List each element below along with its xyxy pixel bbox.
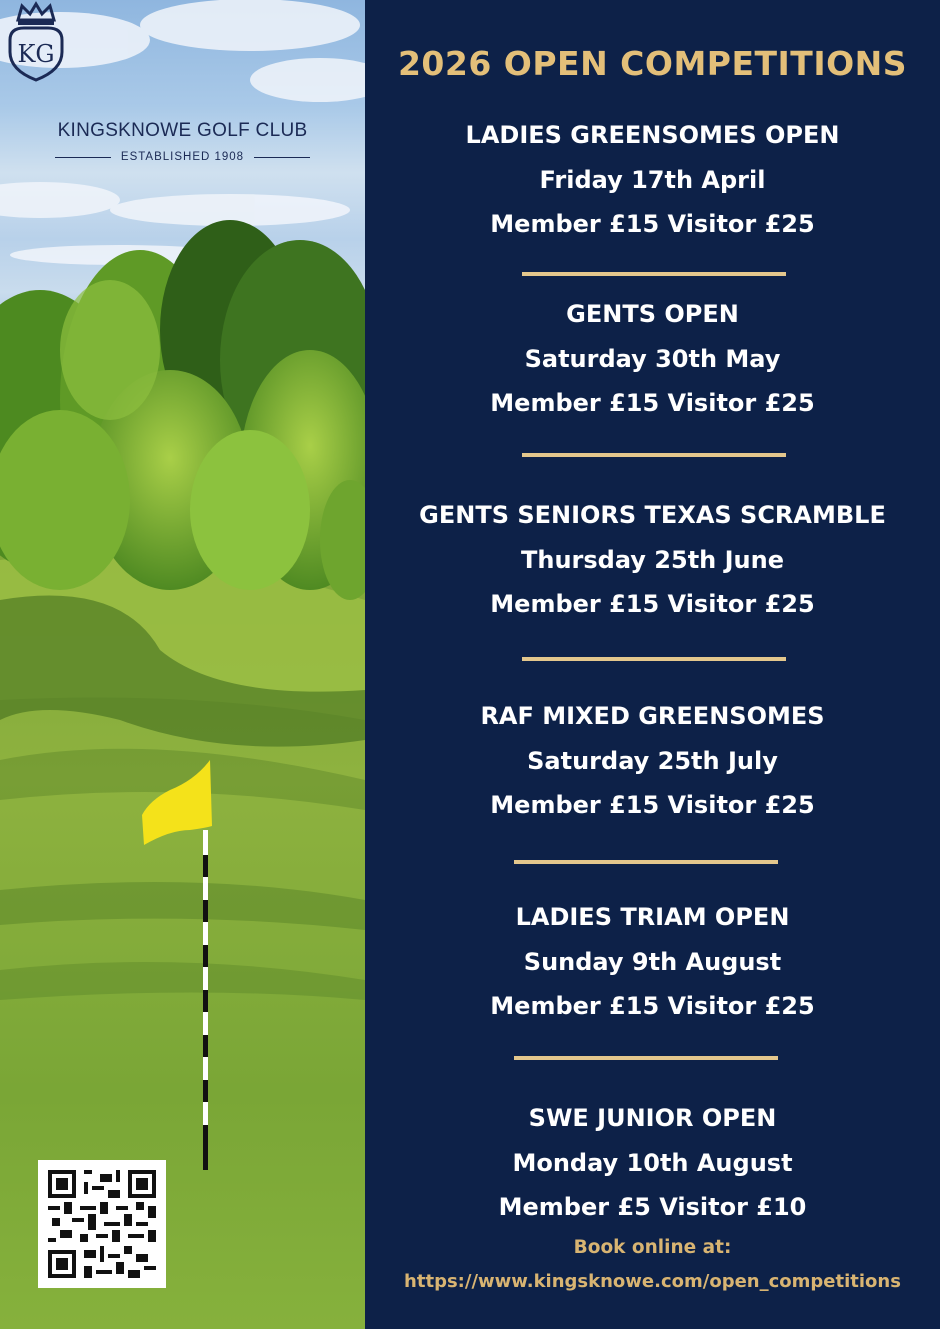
club-name: KINGSKNOWE GOLF CLUB bbox=[57, 120, 308, 141]
divider-line bbox=[254, 157, 310, 158]
competition-item bbox=[365, 895, 940, 1029]
club-crest-logo bbox=[0, 0, 72, 84]
competition-item bbox=[365, 1096, 940, 1230]
page-title: 2026 OPEN COMPETITIONS bbox=[397, 44, 908, 83]
competition-title: GENTS SENIORS TEXAS SCRAMBLE bbox=[419, 501, 886, 529]
competition-price: Member £15 Visitor £25 bbox=[490, 992, 815, 1020]
section-divider bbox=[514, 860, 778, 864]
competition-price: Member £15 Visitor £25 bbox=[490, 210, 815, 238]
tree-line bbox=[0, 220, 365, 600]
competition-price: Member £15 Visitor £25 bbox=[490, 389, 815, 417]
golf-scene-illustration bbox=[0, 0, 365, 1329]
competition-title: GENTS OPEN bbox=[566, 300, 739, 328]
competition-title: LADIES GREENSOMES OPEN bbox=[465, 121, 840, 149]
section-divider bbox=[514, 1056, 778, 1060]
competition-item bbox=[365, 493, 940, 627]
divider-line bbox=[55, 157, 111, 158]
competition-title: SWE JUNIOR OPEN bbox=[528, 1104, 777, 1132]
competition-item bbox=[365, 292, 940, 426]
booking-label: Book online at: bbox=[573, 1237, 732, 1258]
section-divider bbox=[522, 272, 786, 276]
competition-date: Thursday 25th June bbox=[521, 545, 784, 574]
booking-qr-code[interactable] bbox=[38, 1160, 166, 1288]
competition-date: Monday 10th August bbox=[512, 1148, 793, 1177]
competition-title: RAF MIXED GREENSOMES bbox=[480, 702, 825, 730]
established-row bbox=[55, 148, 310, 166]
competition-price: Member £5 Visitor £10 bbox=[498, 1193, 807, 1221]
golf-course-photo bbox=[0, 0, 365, 1329]
competition-date: Saturday 25th July bbox=[527, 746, 778, 775]
competition-item bbox=[365, 694, 940, 828]
qr-code-icon bbox=[48, 1170, 156, 1278]
section-divider bbox=[522, 453, 786, 457]
svg-text:KG: KG bbox=[17, 40, 55, 68]
competition-date: Friday 17th April bbox=[539, 165, 766, 194]
competition-date: Saturday 30th May bbox=[524, 344, 781, 373]
competition-title: LADIES TRIAM OPEN bbox=[515, 903, 790, 931]
competition-price: Member £15 Visitor £25 bbox=[490, 791, 815, 819]
booking-url-link[interactable]: https://www.kingsknowe.com/open_competitions bbox=[404, 1271, 901, 1292]
competitions-panel bbox=[365, 0, 940, 1329]
established-text: ESTABLISHED 1908 bbox=[120, 151, 245, 163]
competition-date: Sunday 9th August bbox=[523, 947, 782, 976]
section-divider bbox=[522, 657, 786, 661]
competition-item bbox=[365, 113, 940, 247]
competition-price: Member £15 Visitor £25 bbox=[490, 590, 815, 618]
